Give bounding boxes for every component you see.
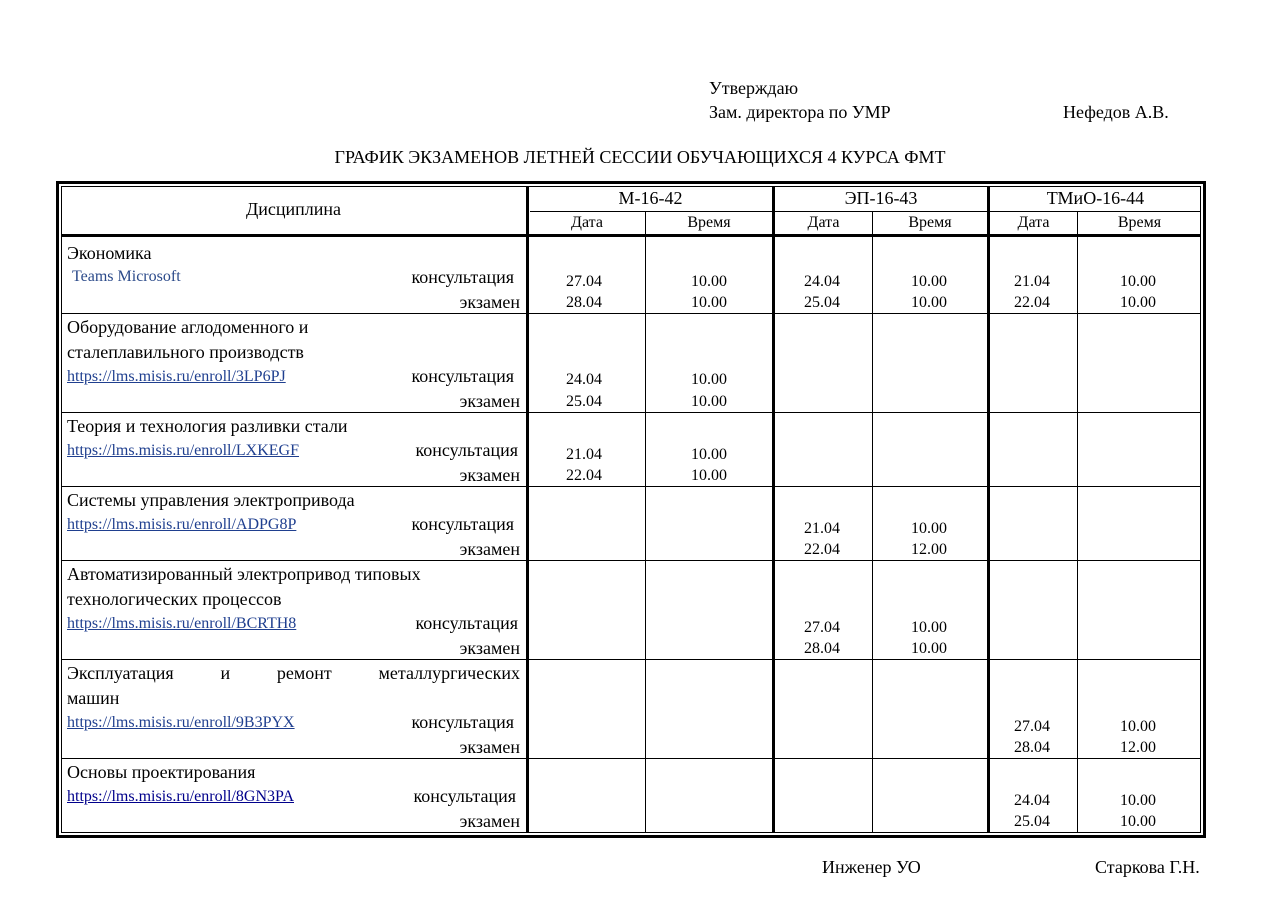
time-cell: 10.00	[1120, 792, 1156, 809]
date-cell: 25.04	[804, 294, 840, 311]
time-cell: 10.00	[691, 294, 727, 311]
time-cell: 10.00	[911, 520, 947, 537]
exam-label: экзамен	[459, 465, 520, 485]
time-cell: 10.00	[911, 273, 947, 290]
date-cell: 24.04	[566, 371, 602, 388]
course-link[interactable]: https://lms.misis.ru/enroll/8GN3PA	[67, 788, 294, 805]
date-cell: 25.04	[566, 393, 602, 410]
time-cell: 10.00	[691, 393, 727, 410]
footer-position: Инженер УО	[822, 857, 921, 877]
date-cell: 25.04	[1014, 813, 1050, 830]
time-cell: 10.00	[691, 467, 727, 484]
course-link[interactable]: https://lms.misis.ru/enroll/BCRTH8	[67, 615, 297, 632]
date-cell: 21.04	[1014, 273, 1050, 290]
date-cell: 22.04	[1014, 294, 1050, 311]
date-cell: 22.04	[804, 541, 840, 558]
time-cell: 10.00	[1120, 813, 1156, 830]
exam-label: экзамен	[459, 539, 520, 559]
time-cell: 10.00	[691, 273, 727, 290]
date-cell: 24.04	[1014, 792, 1050, 809]
date-column-header: Дата	[571, 214, 603, 231]
date-cell: 28.04	[1014, 739, 1050, 756]
page-title: ГРАФИК ЭКЗАМЕНОВ ЛЕТНЕЙ СЕССИИ ОБУЧАЮЩИХСЯ 4 КУРСА ФМТ	[334, 147, 946, 167]
date-cell: 27.04	[804, 619, 840, 636]
course-link[interactable]: https://lms.misis.ru/enroll/LXKEGF	[67, 442, 300, 459]
date-cell: 24.04	[804, 273, 840, 290]
group-header: М-16-42	[618, 188, 683, 208]
time-cell: 10.00	[1120, 273, 1156, 290]
consult-label: консультация	[415, 613, 518, 633]
approver-position: Зам. директора по УМР	[709, 102, 891, 122]
date-cell: 28.04	[804, 640, 840, 657]
approve-label: Утверждаю	[709, 78, 799, 98]
consult-label: консультация	[411, 514, 514, 534]
discipline-name: Теория и технология разливки стали	[67, 416, 348, 436]
approver-name: Нефедов А.В.	[1063, 102, 1169, 122]
discipline-name: Системы управления электропривода	[67, 490, 355, 510]
exam-label: экзамен	[459, 292, 520, 312]
time-cell: 10.00	[1120, 294, 1156, 311]
exam-label: экзамен	[459, 811, 520, 831]
discipline-name: машин	[67, 688, 120, 708]
time-cell: 10.00	[691, 371, 727, 388]
date-cell: 22.04	[566, 467, 602, 484]
time-cell: 10.00	[691, 446, 727, 463]
date-cell: 27.04	[1014, 718, 1050, 735]
discipline-name: Автоматизированный электропривод типовых	[67, 564, 421, 584]
discipline-name: сталеплавильного производств	[67, 342, 304, 362]
course-link[interactable]: https://lms.misis.ru/enroll/ADPG8P	[67, 516, 297, 533]
group-header: ТМиО-16-44	[1046, 188, 1145, 208]
date-cell: 27.04	[566, 273, 602, 290]
course-link[interactable]: https://lms.misis.ru/enroll/9B3PYX	[67, 714, 295, 731]
consult-label: консультация	[415, 440, 518, 460]
date-column-header: Дата	[807, 214, 840, 231]
time-cell: 12.00	[1120, 739, 1156, 756]
group-header: ЭП-16-43	[844, 188, 918, 208]
date-cell: 21.04	[804, 520, 840, 537]
date-column-header: Дата	[1017, 214, 1050, 231]
footer-name: Старкова Г.Н.	[1095, 857, 1200, 877]
course-link[interactable]: https://lms.misis.ru/enroll/3LP6PJ	[67, 368, 286, 385]
consult-label: консультация	[411, 267, 514, 287]
consult-label: консультация	[413, 786, 516, 806]
time-column-header: Время	[1117, 214, 1162, 231]
discipline-name: Эксплуатация и ремонт металлургических	[67, 663, 520, 683]
consult-label: консультация	[411, 712, 514, 732]
exam-label: экзамен	[459, 638, 520, 658]
teams-link[interactable]: Teams Microsoft	[72, 268, 181, 285]
exam-label: экзамен	[459, 737, 520, 757]
time-column-header: Время	[908, 214, 952, 231]
time-cell: 10.00	[1120, 718, 1156, 735]
time-cell: 10.00	[911, 294, 947, 311]
discipline-header: Дисциплина	[245, 199, 342, 219]
discipline-name: Экономика	[67, 243, 152, 263]
discipline-name: Основы проектирования	[67, 762, 256, 782]
time-cell: 10.00	[911, 640, 947, 657]
time-cell: 12.00	[911, 541, 947, 558]
date-cell: 28.04	[566, 294, 602, 311]
discipline-name: Оборудование аглодоменного и	[67, 317, 309, 337]
discipline-name: технологических процессов	[67, 589, 282, 609]
consult-label: консультация	[411, 366, 514, 386]
time-column-header: Время	[687, 214, 731, 231]
exam-label: экзамен	[459, 391, 520, 411]
date-cell: 21.04	[566, 446, 602, 463]
time-cell: 10.00	[911, 619, 947, 636]
